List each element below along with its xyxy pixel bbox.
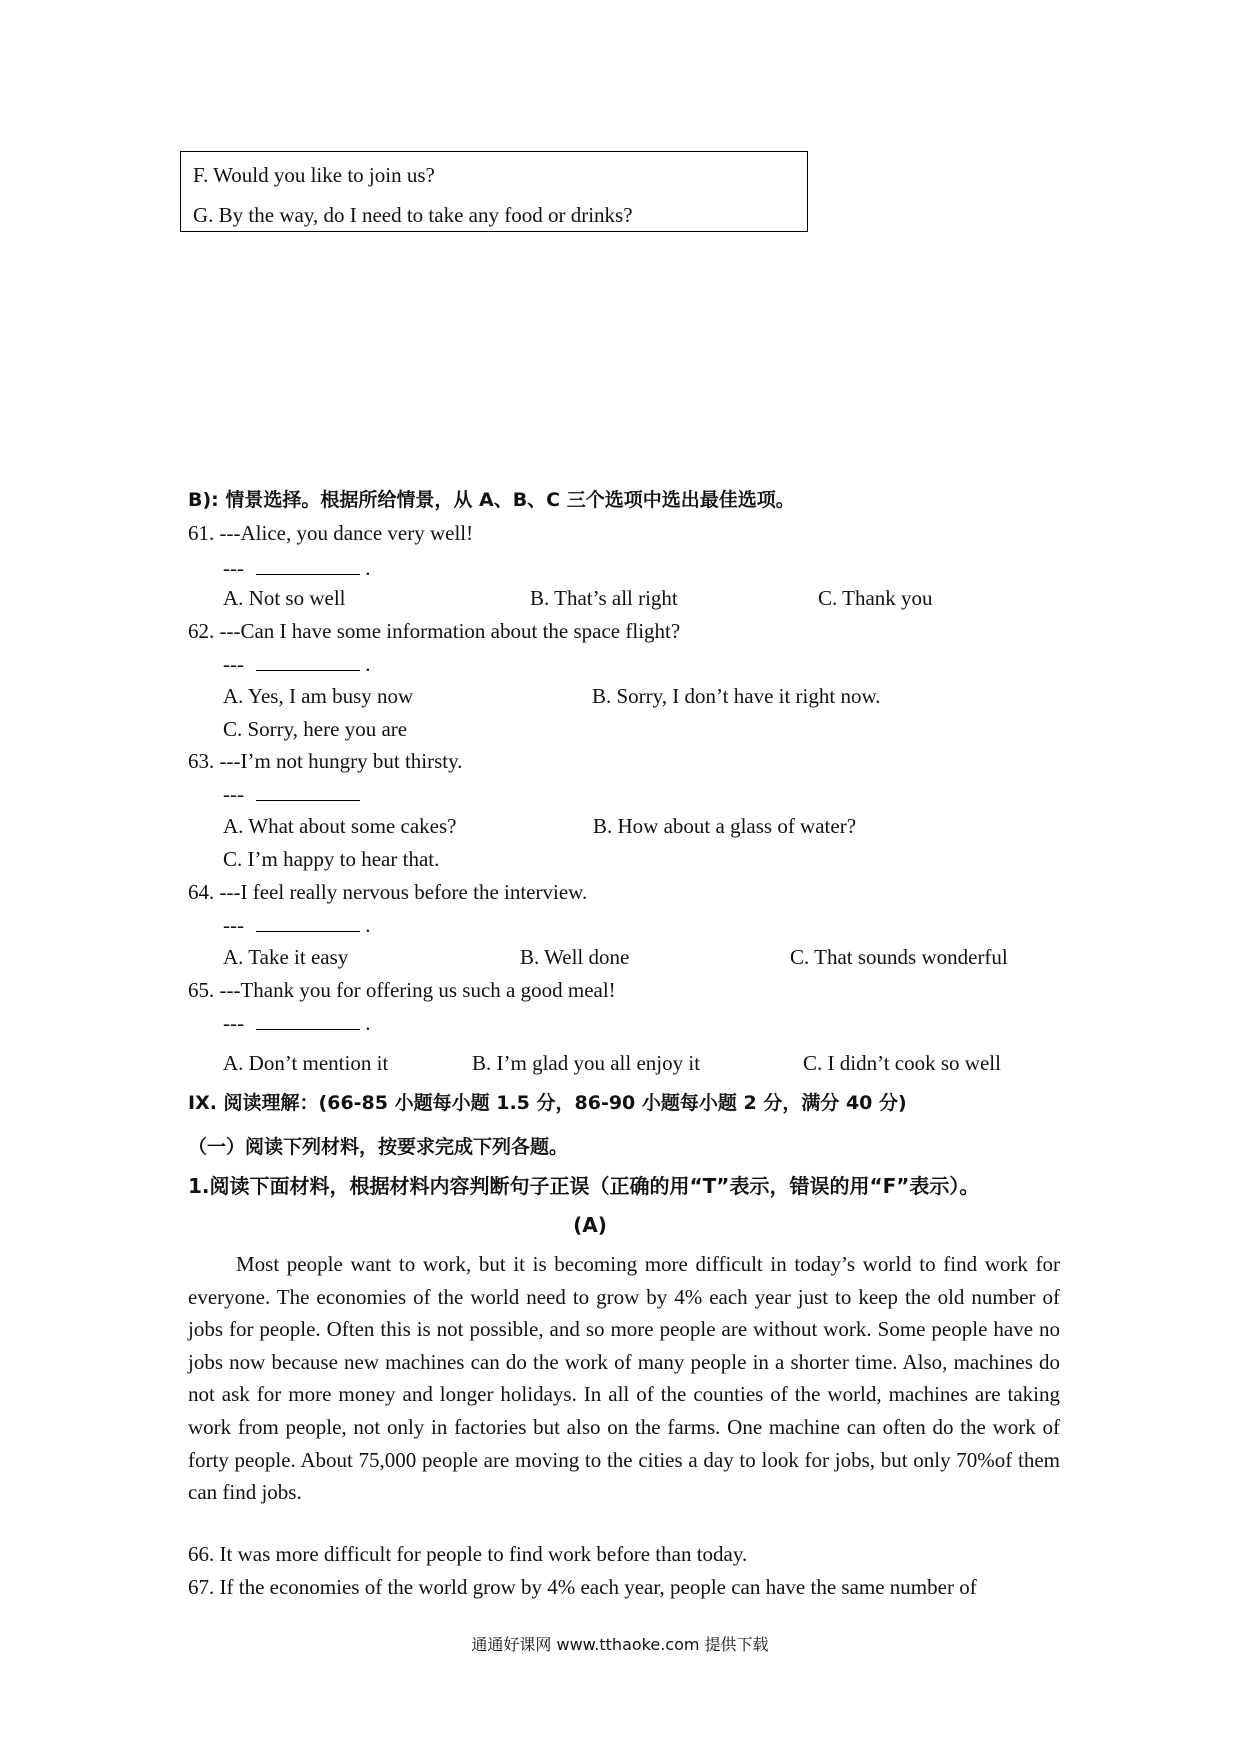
- passage-a: [188, 1248, 1060, 1509]
- question-62-option-b: B. Sorry, I don’t have it right now.: [592, 684, 881, 708]
- question-63-prompt: 63. ---I’m not hungry but thirsty.: [188, 749, 463, 773]
- passage-text: Most people want to work, but it is becoming more difficult in today’s world to find work for everyone. The economies of the world need to grow by 4% each year just to keep the old number of jobs for people. Often this is not possible, and so more people are without work. Some people have no jobs now because new machines can do the work of many people in a shorter time. Also, machines do not ask for more money and longer holidays. In all of the counties of the world, machines are taking work from people, not only in factories but also on the farms. One machine can often do the work of forty people. About 75,000 people are moving to the cities a day to look for jobs, but only 70%of them can find jobs.: [188, 1252, 1060, 1505]
- answer-blank: [256, 654, 360, 671]
- options-box: [180, 151, 808, 232]
- option-g: G. By the way, do I need to take any food or drinks?: [193, 203, 633, 227]
- question-65-option-b: B. I’m glad you all enjoy it: [472, 1051, 701, 1075]
- question-61-option-a: A. Not so well: [223, 586, 346, 610]
- section-b-heading: B): 情景选择。根据所给情景，从 A、B、C 三个选项中选出最佳选项。: [188, 489, 795, 511]
- answer-blank: [256, 558, 360, 575]
- question-63-option-b: B. How about a glass of water?: [593, 814, 857, 838]
- section-ix-heading: IX. 阅读理解：(66-85 小题每小题 1.5 分，86-90 小题每小题 2 分，满分 40 分): [188, 1092, 907, 1114]
- question-63-option-a: A. What about some cakes?: [223, 814, 457, 838]
- question-65-reply: --- .: [223, 1011, 371, 1035]
- question-67: 67. If the economies of the world grow by 4% each year, people can have the same number of: [188, 1575, 977, 1599]
- question-62-option-c: C. Sorry, here you are: [223, 717, 408, 741]
- page-footer: 通通好课网 www.tthaoke.com 提供下载: [471, 1635, 769, 1654]
- question-66: 66. It was more difficult for people to find work before than today.: [188, 1542, 748, 1566]
- section-ix-instruction: 1.阅读下面材料，根据材料内容判断句子正误（正确的用“T”表示，错误的用“F”表示）。: [188, 1174, 980, 1198]
- question-64-option-b: B. Well done: [520, 945, 630, 969]
- option-f: F. Would you like to join us?: [193, 163, 435, 187]
- question-64-option-a: A. Take it easy: [223, 945, 349, 969]
- question-64-prompt: 64. ---I feel really nervous before the interview.: [188, 880, 588, 904]
- answer-blank: [256, 1013, 360, 1030]
- question-64-reply: --- .: [223, 913, 371, 937]
- question-62-reply: --- .: [223, 652, 371, 676]
- question-65-option-a: A. Don’t mention it: [223, 1051, 389, 1075]
- question-61-option-c: C. Thank you: [818, 586, 933, 610]
- question-65-prompt: 65. ---Thank you for offering us such a good meal!: [188, 978, 616, 1002]
- question-61-prompt: 61. ---Alice, you dance very well!: [188, 521, 474, 545]
- question-65-option-c: C. I didn’t cook so well: [803, 1051, 1001, 1075]
- answer-blank: [256, 915, 360, 932]
- answer-blank: [256, 784, 360, 801]
- question-64-option-c: C. That sounds wonderful: [790, 945, 1008, 969]
- question-62-prompt: 62. ---Can I have some information about the space flight?: [188, 619, 681, 643]
- question-61-option-b: B. That’s all right: [530, 586, 678, 610]
- question-63-option-c: C. I’m happy to hear that.: [223, 847, 440, 871]
- question-63-reply: ---: [223, 781, 360, 807]
- question-61-reply: --- .: [223, 556, 371, 580]
- question-62-option-a: A. Yes, I am busy now: [223, 684, 414, 708]
- section-ix-subheading: （一）阅读下列材料，按要求完成下列各题。: [188, 1136, 569, 1158]
- passage-title: (A): [573, 1213, 607, 1237]
